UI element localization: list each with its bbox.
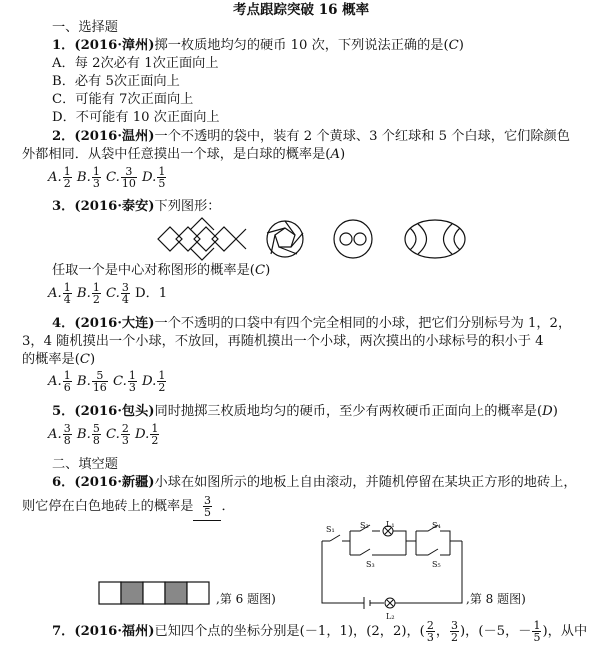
- section-fill-heading: 二、填空题: [52, 457, 118, 472]
- q3-figure-diamonds: [158, 218, 246, 260]
- question-1: 1．(2016·漳州)掷一枚质地均匀的硬币 10 次，下列说法正确的是(C): [52, 38, 464, 53]
- q1-option-b: B．必有 5次正面向上: [52, 74, 180, 89]
- q1-option-d: D．不可能有 10 次正面向上: [52, 110, 220, 125]
- section-choice-heading: 一、选择题: [52, 20, 118, 35]
- q1-option-a: A．每 2次必有 1次正面向上: [52, 56, 219, 71]
- switch-label-s5: S₅: [432, 560, 441, 569]
- lamp-label-l2: L₂: [386, 612, 395, 621]
- switch-label-s1: S₁: [326, 525, 335, 534]
- q2-options: A. $\frac{1}{2}$ B. $\frac{1}{3}$ C. $\frac{3}{10}$ D. $\frac{1}{5}$: [48, 165, 166, 190]
- q8-circuit-figure: [316, 520, 466, 621]
- lamp-label-l1: L₁: [386, 520, 395, 529]
- q3-figure-circles: [334, 220, 372, 258]
- question-2: 2．(2016·温州)一个不透明的袋中，装有 2 个黄球、3 个红球和 5 个白球，它们除颜色: [52, 129, 570, 144]
- switch-label-s3: S₃: [366, 560, 375, 569]
- question-6-cont: 则它停在白色地砖上的概率是 $\frac{3}{5}$ ．: [22, 494, 235, 519]
- q3-figure-ellipse: [405, 220, 465, 258]
- q8-figure-caption: ,第 8 题图): [466, 592, 526, 606]
- switch-label-s2: S₂: [360, 521, 369, 530]
- question-2-cont: 外都相同．从袋中任意摸出一个球，是白球的概率是(A): [22, 147, 346, 162]
- q4-options: A. $\frac{1}{6}$ B. $\frac{5}{16}$ C. $\frac{1}{3}$ D. $\frac{1}{2}$: [48, 369, 166, 394]
- question-4-line2: 3，4 随机摸出一个小球，不放回，再随机摸出一个小球，两次摸出的小球标号的积小于 4: [22, 334, 544, 349]
- q6-figure-caption: ,第 6 题图): [216, 592, 276, 606]
- question-3: 3．(2016·泰安)下列图形：: [52, 199, 221, 214]
- switch-label-s4: S₄: [432, 521, 441, 530]
- page-title: 考点跟踪突破 16 概率: [233, 2, 370, 18]
- question-7: 7．(2016·福州)已知四个点的坐标分别是(－1，1)，(2，2)，( $\frac{2}{3}$ ， $\frac{3}{2}$ )，(－5，－ $\frac{1}{5}$ )，从中: [52, 619, 588, 644]
- q1-option-c: C．可能有 7次正面向上: [52, 92, 194, 107]
- question-3-cont: 任取一个是中心对称图形的概率是(C): [52, 263, 271, 278]
- q5-options: A. $\frac{3}{8}$ B. $\frac{5}{8}$ C. $\frac{2}{3}$ D. $\frac{1}{2}$: [48, 422, 159, 447]
- question-4-line3: 的概率是(C): [22, 352, 96, 367]
- q3-options: A. $\frac{1}{4}$ B. $\frac{1}{2}$ C. $\frac{3}{4}$ D．1: [48, 281, 168, 306]
- q6-tile-figure: [98, 580, 218, 606]
- q3-figures: [150, 218, 560, 260]
- question-4: 4．(2016·大连)一个不透明的口袋中有四个完全相同的小球，把它们分别标号为 1，2，: [52, 316, 572, 331]
- question-6: 6．(2016·新疆)小球在如图所示的地板上自由滚动，并随机停留在某块正方形的地砖上，: [52, 475, 577, 490]
- q3-figure-pentagon: [267, 221, 303, 257]
- question-5: 5．(2016·包头)同时抛掷三枚质地均匀的硬币，至少有两枚硬币正面向上的概率是(D): [52, 404, 558, 419]
